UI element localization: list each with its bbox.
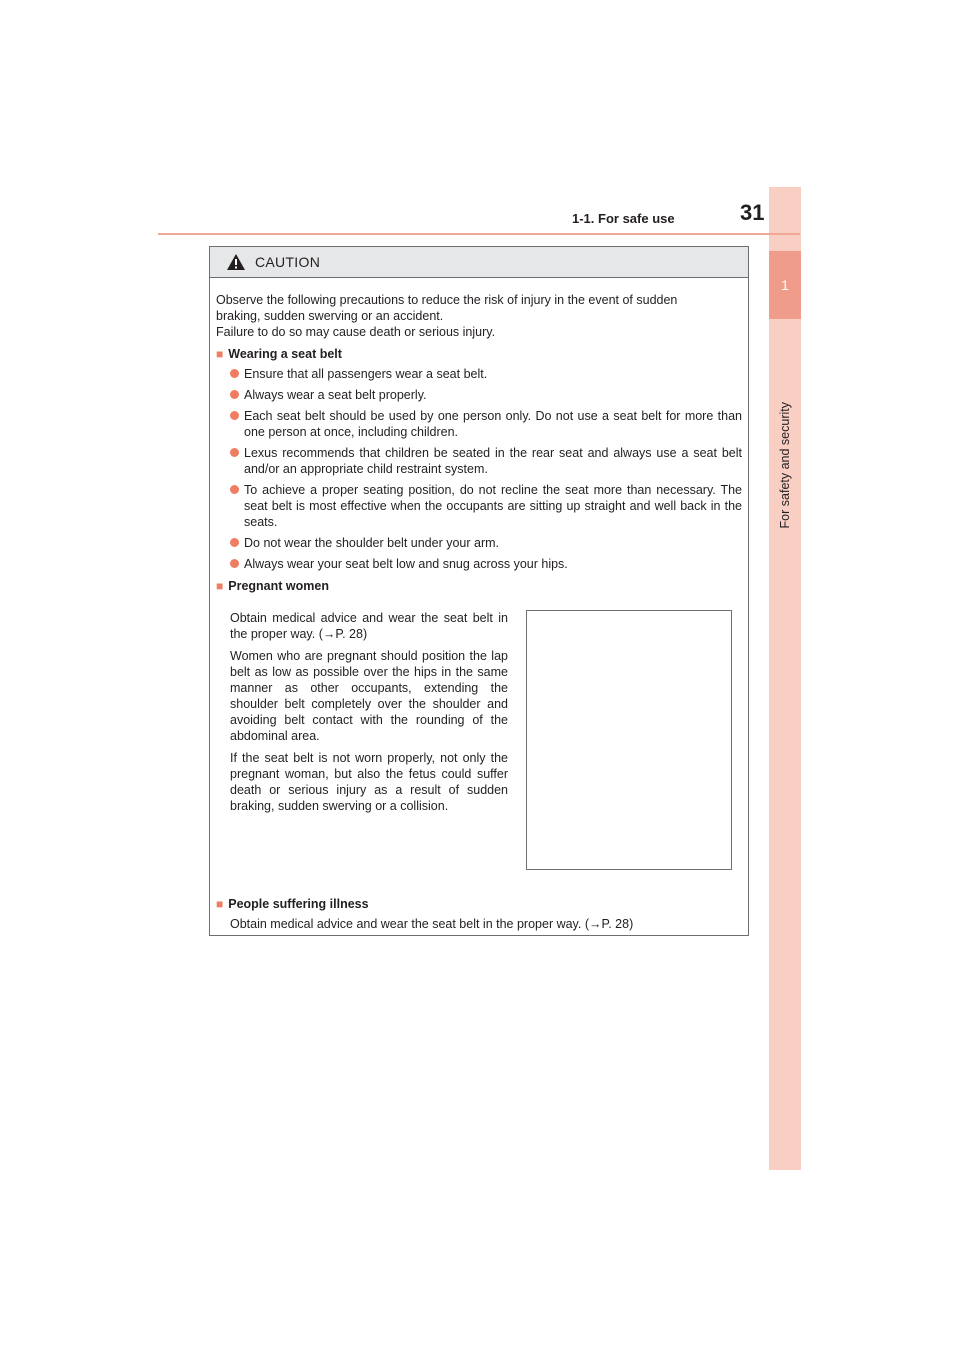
caution-title: CAUTION [255,254,321,270]
intro-line: Observe the following precautions to reduce the risk of injury in the event of sudden [216,293,678,307]
square-bullet-icon: ■ [216,347,224,361]
chapter-number-tab [769,251,801,319]
illness-text: Obtain medical advice and wear the seat belt in the proper way. (→P. 28) [230,917,634,931]
bullet-dot-icon [230,485,239,494]
section-title: 1-1. For safe use [572,211,675,226]
bullet-dot-icon [230,369,239,378]
chapter-label-tab [769,330,801,600]
caution-body [210,278,748,932]
list-item: To achieve a proper seating position, do not recline the seat more than necessary. The seat belt is most effective when the occupants are sitting up straight and well back in the seats. [230,482,742,530]
chapter-number: 1 [781,277,789,293]
header-divider [158,233,800,235]
page-number: 31 [740,200,765,225]
section-heading-seat-belt: ■ Wearing a seat belt [216,347,342,361]
illustration-frame [526,610,732,870]
list-item: Ensure that all passengers wear a seat belt. [230,366,742,382]
bullet-dot-icon [230,559,239,568]
list-item: Always wear a seat belt properly. [230,387,742,403]
seat-belt-list [216,366,742,572]
list-item: Do not wear the shoulder belt under your arm. [230,535,742,551]
pregnant-text [230,610,508,820]
pregnant-section [216,598,742,890]
section-heading-pregnant: ■ Pregnant women [216,579,329,593]
bullet-dot-icon [230,390,239,399]
warning-triangle-icon [226,253,246,271]
list-item: Lexus recommends that children be seated in the rear seat and always use a seat belt and/or an appropriate child restraint system. [230,445,742,477]
chapter-label: For safety and security [778,401,792,529]
intro-line: Failure to do so may cause death or serious injury. [216,325,496,339]
square-bullet-icon: ■ [216,897,224,911]
caution-intro [216,292,742,340]
list-item: Each seat belt should be used by one person only. Do not use a seat belt for more than one person at once, including children. [230,408,742,440]
caution-box [209,246,749,936]
square-bullet-icon: ■ [216,579,224,593]
bullet-dot-icon [230,538,239,547]
paragraph: If the seat belt is not worn properly, not only the pregnant woman, but also the fetus could suffer death or serious injury as a result of sudden braking, sudden swerving or a collision. [230,751,508,813]
bullet-dot-icon [230,448,239,457]
paragraph: Women who are pregnant should position the lap belt as low as possible over the hips in the same manner as other occupants, extending the shoulder belt completely over the shoulder and avoiding belt contact with the rounding of the abdominal area. [230,649,508,743]
caution-header [210,247,748,278]
section-heading-illness: ■ People suffering illness [216,897,369,911]
list-item: Always wear your seat belt low and snug across your hips. [230,556,742,572]
bullet-dot-icon [230,411,239,420]
intro-line: braking, sudden swerving or an accident. [216,309,444,323]
paragraph: Obtain medical advice and wear the seat belt in the proper way. (→P. 28) [230,611,508,641]
